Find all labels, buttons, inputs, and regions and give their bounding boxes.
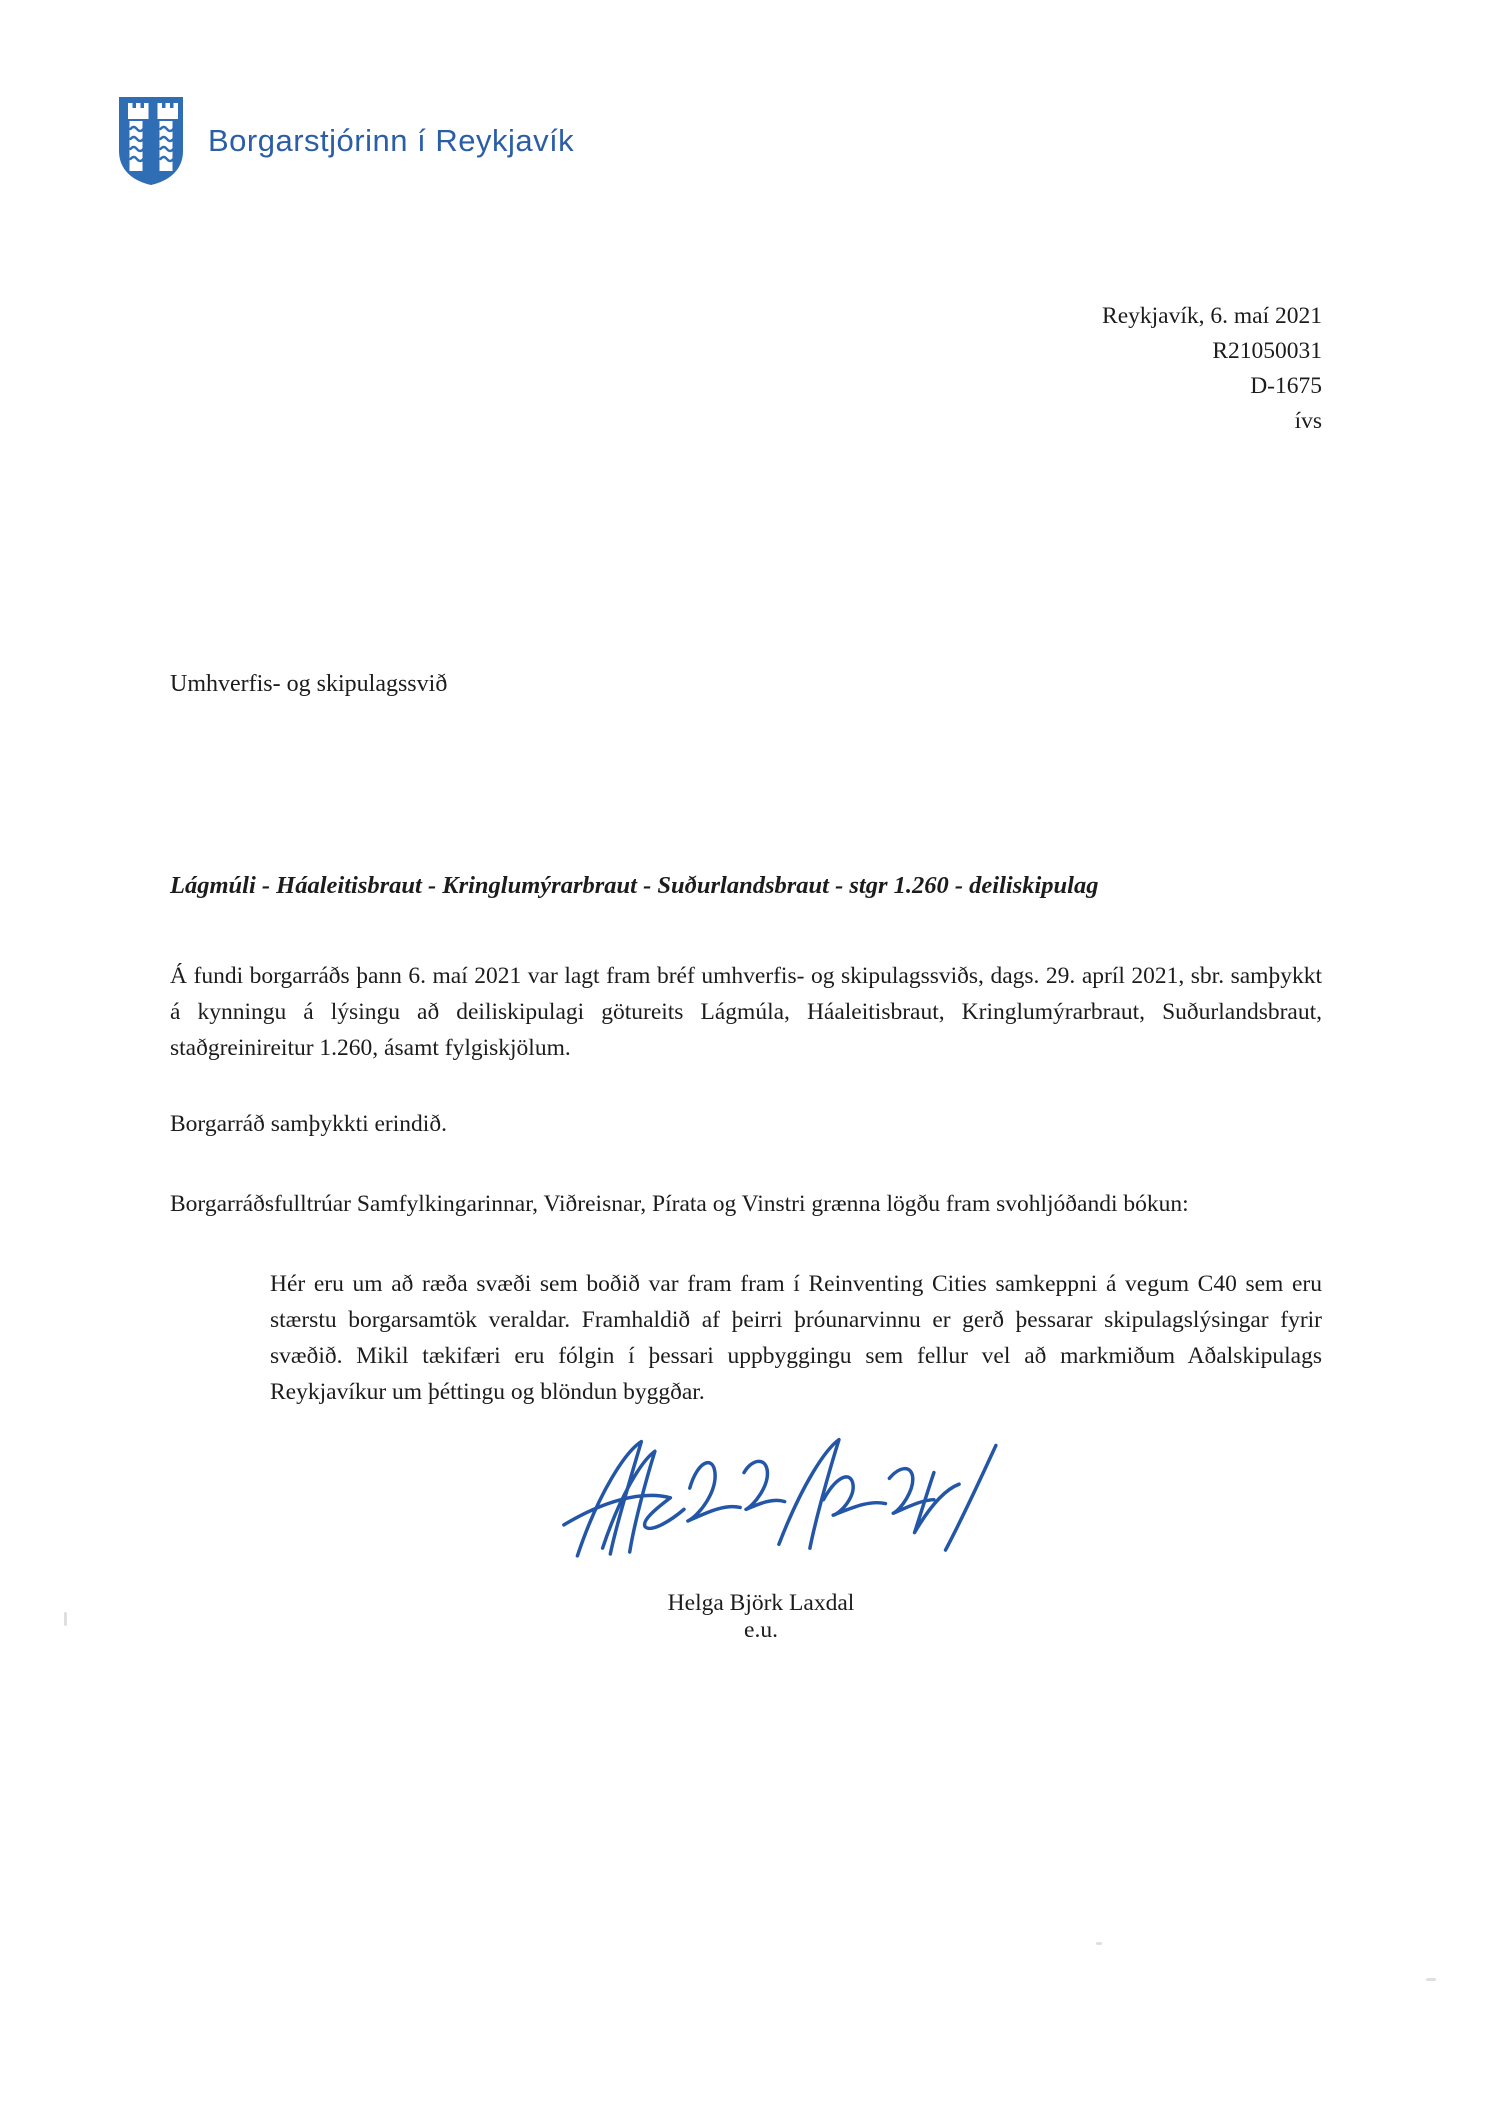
reykjavik-coat-of-arms-icon (116, 95, 186, 187)
subject-title: Lágmúli - Háaleitisbraut - Kringlumýrarbraut - Suðurlandsbraut - stgr 1.260 - deiliskipulag (170, 872, 1099, 899)
signatory-name: Helga Björk Laxdal (667, 1590, 855, 1616)
recipient-name: Umhverfis- og skipulagssvið (170, 671, 448, 697)
signature-suffix: e.u. (744, 1617, 778, 1643)
author-initials: ívs (1294, 408, 1322, 434)
body-paragraph-2: Borgarráð samþykkti erindið. (170, 1111, 447, 1137)
document-meta (170, 299, 1322, 439)
scan-artifact (1096, 1942, 1102, 1945)
body-paragraph-3: Borgarráðsfulltrúar Samfylkingarinnar, Viðreisnar, Pírata og Vinstri grænna lögðu fram svohljóðandi bókun: (170, 1191, 1189, 1217)
scan-artifact (1426, 1978, 1436, 1981)
reference-number: R21050031 (1212, 338, 1322, 364)
body-paragraph-1: Á fundi borgarráðs þann 6. maí 2021 var lagt fram bréf umhverfis- og skipulagssviðs, dags. 29. apríl 2021, sbr. samþykkt á kynningu á lýsingu að deiliskipulagi götureits Lágmúla, Háaleitisbraut, Kringlumýrarbraut, Suðurlandsbraut, staðgreinireitur 1.260, ásamt fylgiskjölum. (170, 963, 1322, 1061)
signature-handwriting-icon (541, 1428, 1011, 1583)
quoted-statement: Hér eru um að ræða svæði sem boðið var fram fram í Reinventing Cities samkeppni á vegum C40 sem eru stærstu borgarsamtök veraldar. Framhaldið af þeirri þróunarvinnu er gerð þessarar skipulagslýsingar fyrir svæðið. Mikil tækifæri eru fólgin í þessari uppbyggingu sem fellur vel að markmiðum Aðalskipulags Reykjavíkur um þéttingu og blöndun byggðar. (270, 1271, 1322, 1405)
letterhead (116, 95, 1322, 187)
scan-artifact (64, 1612, 67, 1626)
organization-name: Borgarstjórinn í Reykjavík (208, 123, 575, 158)
place-and-date: Reykjavík, 6. maí 2021 (1102, 303, 1322, 329)
document-number: D-1675 (1250, 373, 1322, 399)
signature-area (230, 1428, 1322, 1588)
